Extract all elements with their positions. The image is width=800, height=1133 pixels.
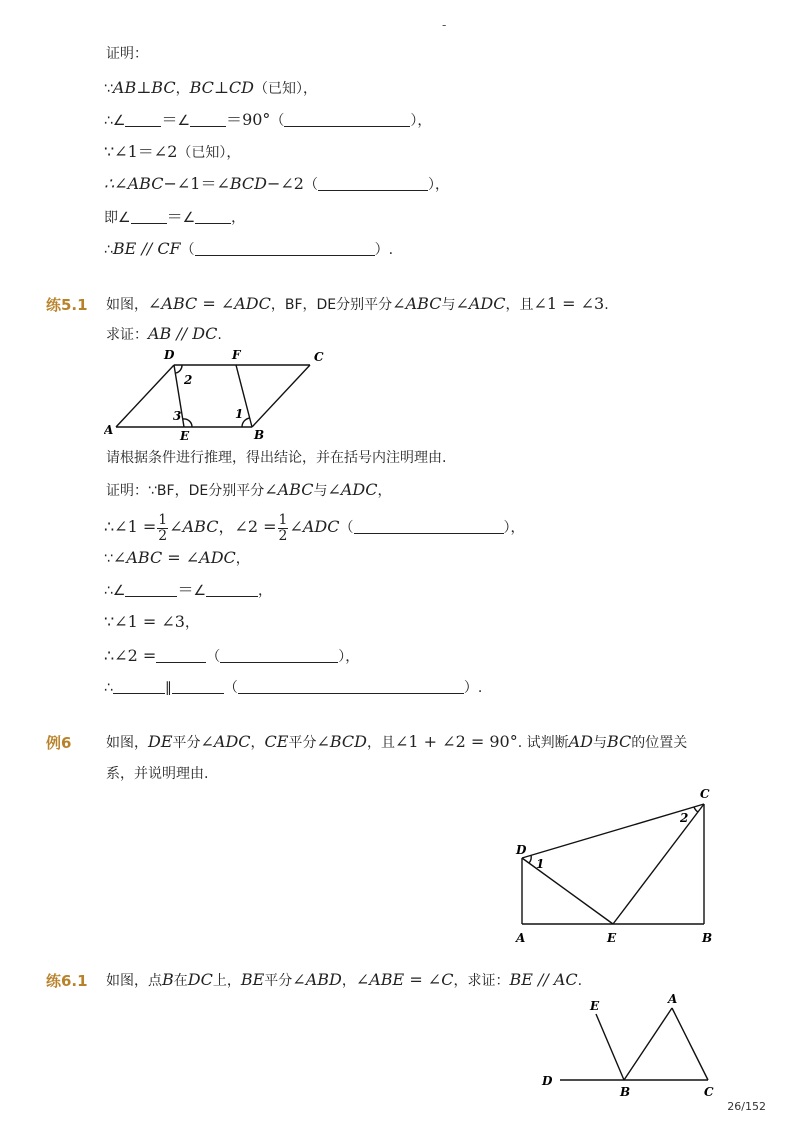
- header-dash: -: [442, 18, 447, 32]
- exercise-5-1-proof-line5: ∵∠1 = ∠3，: [104, 612, 199, 631]
- label-a: A: [104, 423, 114, 437]
- segment-be: [596, 1014, 624, 1080]
- exercise-5-1-proof-line7: ∴ ∥ （ ）.: [104, 680, 483, 696]
- proof1-line6: ∴BE // CF（ ）.: [104, 239, 394, 258]
- answer-blank[interactable]: [156, 648, 206, 663]
- fraction-half: $\frac{1}{2}$: [158, 511, 168, 544]
- label-e: E: [180, 429, 190, 443]
- proof1-line4: ∴∠ABC−∠1＝∠BCD−∠2（ ），: [104, 174, 449, 193]
- label-1: 1: [235, 407, 244, 421]
- triangle-figure: [536, 988, 726, 1100]
- angle-2-arc: [694, 807, 698, 812]
- segment-ac: [672, 1008, 708, 1080]
- exercise-5-1-proof-line4: ∴∠ ＝∠ ，: [104, 580, 273, 599]
- label-b: B: [620, 1085, 631, 1099]
- example-6-question-line2: 系，并说明理由.: [106, 766, 209, 782]
- answer-blank[interactable]: [125, 112, 161, 127]
- segment-ce: [613, 804, 704, 924]
- angle-2-arc: [176, 365, 182, 373]
- label-2: 2: [680, 811, 689, 825]
- label-b: B: [702, 931, 713, 945]
- answer-blank[interactable]: [131, 209, 167, 224]
- label-a: A: [516, 931, 526, 945]
- page-number: 26/152: [727, 1100, 766, 1113]
- trapezoid-figure: [508, 782, 728, 948]
- reason-blank[interactable]: [195, 241, 375, 256]
- answer-blank[interactable]: [206, 582, 258, 597]
- answer-blank[interactable]: [172, 679, 224, 694]
- parallelogram-figure: [104, 346, 336, 444]
- edge-ad: [116, 365, 174, 427]
- segment-ba: [624, 1008, 672, 1080]
- label-3: 3: [173, 409, 182, 423]
- exercise-5-1-prove: 求证：AB // DC.: [106, 324, 222, 343]
- reason-blank[interactable]: [318, 176, 428, 191]
- label-a: A: [668, 992, 678, 1006]
- exercise-6-1-question: 如图，点B在DC上，BE平分∠ABD，∠ABE = ∠C，求证：BE // AC.: [106, 970, 583, 989]
- edge-cb: [252, 365, 310, 427]
- example-6-tag: 例6: [46, 734, 72, 752]
- proof1-line2: ∴∠ ＝∠ ＝90°（ ），: [104, 110, 432, 129]
- reason-blank[interactable]: [284, 112, 410, 127]
- label-d: D: [542, 1074, 553, 1088]
- label-c: C: [314, 350, 324, 364]
- label-e: E: [607, 931, 617, 945]
- exercise-5-1-proof-line2: ∴∠1 = $\frac{1}{2}$ ∠ABC，∠2 = $\frac{1}{2}$ ∠ADC（ ），: [104, 511, 525, 544]
- exercise-6-1-tag: 练6.1: [46, 972, 88, 990]
- answer-blank[interactable]: [125, 582, 177, 597]
- segment-dc: [522, 804, 704, 858]
- fraction-half: $\frac{1}{2}$: [278, 511, 288, 544]
- reason-blank[interactable]: [220, 648, 338, 663]
- exercise-5-1-proof-line1: 证明：∵BF，DE分别平分∠ABC与∠ADC，: [106, 480, 392, 499]
- exercise-5-1-question: 如图，∠ABC = ∠ADC，BF，DE分别平分∠ABC与∠ADC，且∠1 = ∠3.: [106, 294, 609, 313]
- label-b: B: [254, 428, 265, 442]
- proof1-line1: ∵AB⊥BC，BC⊥CD（已知），: [104, 78, 317, 97]
- label-1: 1: [536, 857, 545, 871]
- proof1-line3: ∵∠1＝∠2（已知），: [104, 142, 241, 161]
- label-c: C: [704, 1085, 714, 1099]
- answer-blank[interactable]: [113, 679, 165, 694]
- reason-blank[interactable]: [354, 519, 504, 534]
- exercise-5-1-proof-line6: ∴∠2 = （ ），: [104, 646, 360, 665]
- exercise-5-1-instruction: 请根据条件进行推理，得出结论，并在括号内注明理由.: [106, 450, 447, 466]
- example-6-question-line1: 如图，DE平分∠ADC，CE平分∠BCD，且∠1 + ∠2 = 90°. 试判断AD与BC的位置关: [106, 732, 688, 751]
- exercise-5-1-tag: 练5.1: [46, 296, 88, 314]
- label-d: D: [516, 843, 527, 857]
- label-e: E: [590, 999, 600, 1013]
- answer-blank[interactable]: [195, 209, 231, 224]
- reason-blank[interactable]: [238, 679, 464, 694]
- label-f: F: [232, 348, 241, 362]
- label-d: D: [164, 348, 175, 362]
- exercise-5-1-proof-line3: ∵∠ABC = ∠ADC，: [104, 548, 250, 567]
- proof1-line5: 即∠ ＝∠ ，: [104, 207, 246, 226]
- label-2: 2: [184, 373, 193, 387]
- label-c: C: [700, 787, 710, 801]
- proof1-heading: 证明：: [106, 46, 148, 62]
- answer-blank[interactable]: [190, 112, 226, 127]
